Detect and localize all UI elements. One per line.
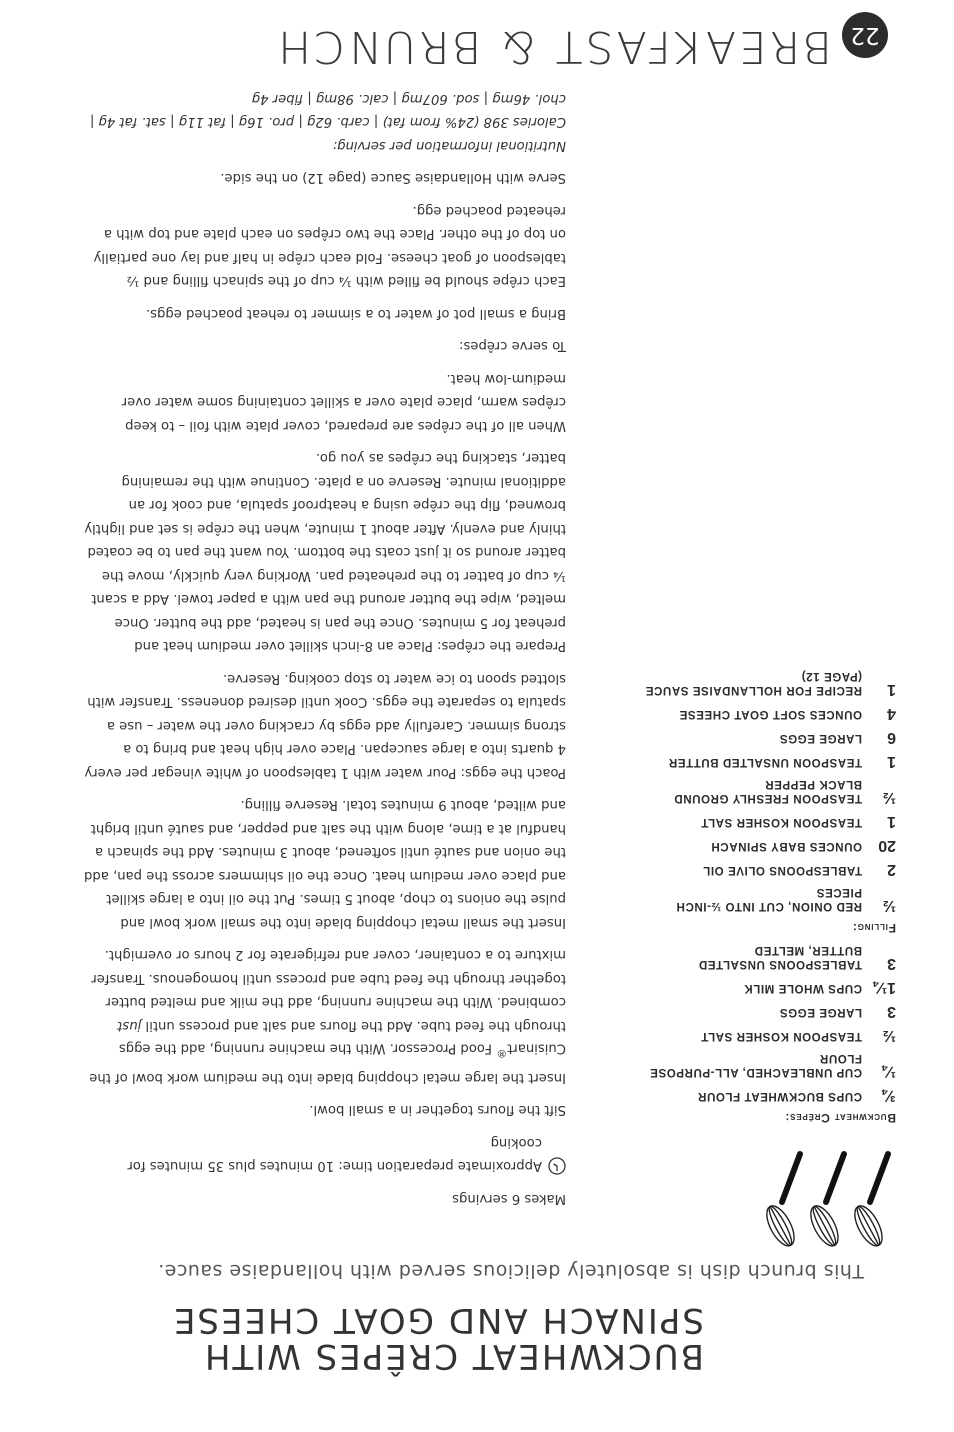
ingredient-description: TEASPOON KOSHER SALT [700, 1030, 862, 1042]
instruction-step [82, 943, 566, 1089]
instruction-step: When all of the crêpes are prepared, cover plate with foil – to keep crêpes warm, place plate over a skillet containing some water over medium-low heat. [121, 370, 566, 433]
instructions [82, 86, 566, 1210]
ingredient-item [606, 1087, 896, 1103]
clock-icon [548, 1158, 566, 1176]
ingredient-description: TABLESPOONS OLIVE OIL [702, 864, 862, 876]
ingredient-description: LARGE EGGS [779, 732, 862, 744]
ingredient-description: TEASPOON KOSHER SALT [700, 816, 862, 828]
nutrition-line: Calories 398 (24% from fat) | carb. 62g | pro. 16g | fat 11g | sat. fat 4g | [89, 114, 566, 130]
ingredient-item [606, 943, 896, 971]
ingredient-item [606, 861, 896, 877]
ingredient-description: TABLESPOONS UNSALTED BUTTER, MELTED [698, 944, 862, 970]
ingredient-quantity: 1 [887, 753, 896, 770]
nutrition-info [82, 86, 566, 157]
ingredient-description: LARGE EGGS [779, 1006, 862, 1018]
recipe-title-line-1: BUCKWHEAT CRÊPES WITH [202, 1336, 704, 1376]
ingredient-description: OUNCES SOFT GOAT CHEESE [679, 708, 862, 720]
recipe-yield: Makes 6 servings [452, 1191, 566, 1206]
recipe-title [84, 1302, 704, 1374]
instruction-step: Prepare the crêpes: Place an 8-inch skillet over medium heat and preheat for 5 minutes. Once the pan is heated, add the butter. Once melted, wipe the butter around the pan with a paper towel. Add a scant ¼ cup of batter to the preheated pan. Working very quickly, move the batter around so it just coats the bottom. You want the pan to be coated thinly and evenly. After about 1 minute, when the crêpe is set and lightly browned, flip the crêpe using a heatproof spatula, and cook for an additional minute. Reserve on a plate. Continue with the remaining batter, stacking the crêpes as you go. [84, 450, 566, 654]
whisk-icon [744, 1144, 894, 1254]
ingredient-quantity: ¼ [882, 1063, 896, 1080]
ingredient-item [606, 1027, 896, 1043]
instruction-step: Bring a small pot of water to a simmer to reheat poached eggs. [145, 305, 566, 321]
ingredient-item [606, 1051, 896, 1079]
ingredient-quantity: ½ [882, 897, 896, 914]
instruction-step: Each crêpe should be filled with ¼ cup of the spinach filling and ½ tablespoon of goat cheese. Fold each crêpe in half and lay one partially on top of the other. Place the two crêpes on each plate and top with a reheated poached egg. [93, 202, 566, 289]
instruction-step: Serve with Hollandaise Sauce (page 12) on the side. [220, 170, 566, 186]
instruction-step: Poach the eggs: Pour water with 1 tablespoon of white vinegar per every 4 quarts into a large saucepan. Place over high heat and bring to a strong simmer. Carefully add eggs by cracking over the water – use a spatula to separate the eggs. Cook until desired doneness. Transfer with slotted spoon to ice water to stop cooking. Reserve. [84, 670, 566, 780]
ingredient-quantity: 4 [887, 705, 896, 722]
prep-time [82, 1131, 566, 1178]
instruction-step: Insert the small metal chopping blade into the small work bowl and pulse the onions to chop, about 5 times. Put the oil into a large skillet and place over medium heat. Once the oil shimmers across the pan, add the onion and sauté until softened, about 3 minutes. Add the spinach a handful at a time, along with the salt and pepper, and sauté until bright and wilted, about 9 minutes total. Reserve filling. [84, 797, 566, 930]
ingredient-quantity: 2 [887, 861, 896, 878]
ingredient-description: CUPS BUCKWHEAT FLOUR [697, 1090, 862, 1102]
ingredient-quantity: ½ [882, 789, 896, 806]
ingredient-item [606, 979, 896, 995]
step-text: Food Processor. With the machine running, add the eggs through the feed tube. Add the flours and salt and process until [118, 1017, 566, 1057]
ingredient-quantity: ½ [882, 1027, 896, 1044]
ingredient-item [606, 885, 896, 913]
ingredient-description: TEASPOON FRESHLY GROUND BLACK PEPPER [673, 778, 862, 804]
instruction-step: To serve crêpes: [459, 338, 566, 354]
ingredient-description: CUPS WHOLE MILK [743, 982, 862, 994]
step-text: combined. With the machine running, add the milk and melted butter together through the feed tube and process until homogenous. Transfer mixture to a container, cover and refrigerate for 2 hours or overnight. [91, 947, 566, 1010]
instruction-step: Sift the flours together in a small bowl. [309, 1102, 566, 1118]
prep-time-text: Approximate preparation time: 10 minutes plus 35 minutes for cooking [127, 1135, 542, 1174]
ingredient-quantity: 3 [887, 955, 896, 972]
ingredient-item [606, 813, 896, 829]
filling-ingredients-header: Filling: [852, 921, 896, 935]
ingredient-item [606, 1003, 896, 1019]
nutrition-heading: Nutritional information per serving: [332, 137, 566, 153]
ingredient-description: RECIPE FOR HOLLANDAISE SAUCE (PAGE 12) [645, 670, 862, 696]
recipe-title-line-2: SPINACH AND GOAT CHEESE [171, 1300, 704, 1340]
ingredient-quantity: ¾ [882, 1087, 896, 1104]
section-title: BREAKFAST & BRUNCH [275, 21, 832, 72]
ingredient-item [606, 729, 896, 745]
ingredient-description: CUP UNBLEACHED, ALL-PURPOSE FLOUR [649, 1052, 862, 1078]
ingredient-description: OUNCES BABY SPINACH [710, 840, 862, 852]
step-text: Insert the large metal chopping blade into the medium work bowl of the Cuisinart [89, 1041, 566, 1085]
recipe-subtitle: This brunch dish is absolutely delicious served with hollandaise sauce. [157, 1260, 864, 1282]
ingredient-quantity: 20 [878, 837, 896, 854]
ingredients-list [606, 661, 896, 1125]
ingredient-quantity: 1 [887, 813, 896, 830]
ingredient-quantity: 6 [887, 729, 896, 746]
ingredient-item [606, 837, 896, 853]
step-emphasis: just [117, 1017, 142, 1033]
ingredient-item [606, 705, 896, 721]
ingredient-description: RED ONION, CUT INTO ½-INCH PIECES [676, 886, 862, 912]
nutrition-line: chol. 46mg | sod. 607mg | calc. 98mg | fiber 4g [251, 90, 566, 106]
registered-mark: ® [496, 1047, 508, 1061]
ingredient-description: TEASPOON UNSALTED BUTTER [668, 756, 862, 768]
ingredient-quantity: 1 [887, 681, 896, 698]
ingredient-item [606, 753, 896, 769]
page-number-badge: 22 [842, 12, 888, 58]
crepes-ingredients-header: Buckwheat Crêpes: [784, 1111, 896, 1125]
ingredient-item [606, 669, 896, 697]
ingredient-item [606, 777, 896, 805]
ingredient-quantity: 3 [887, 1003, 896, 1020]
ingredient-quantity: 1¼ [873, 979, 896, 996]
